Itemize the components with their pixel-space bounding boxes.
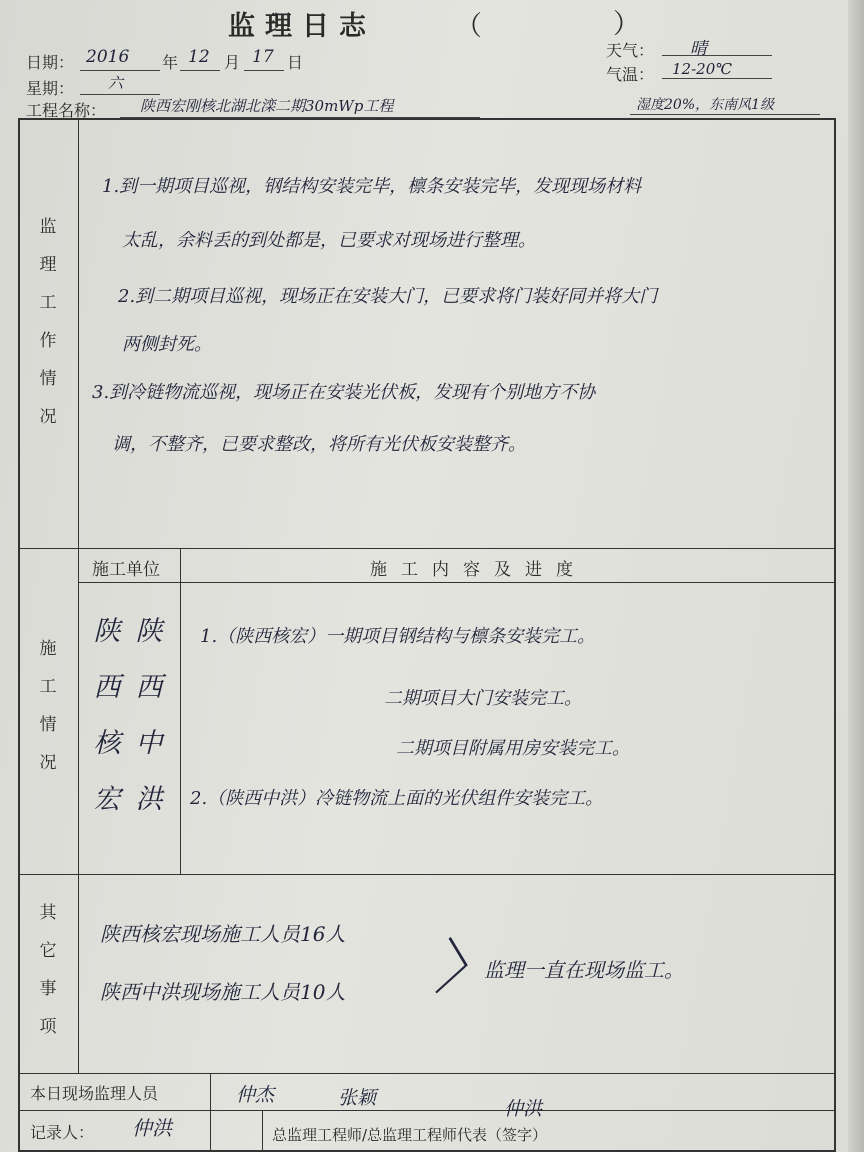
page-edge xyxy=(848,0,864,1152)
weekday-value: 六 xyxy=(108,74,124,92)
unit-column-divider xyxy=(180,548,181,874)
unit-char: 陕 xyxy=(135,616,163,647)
project-name: 陕西宏刚核北湖北滦二期30mWp工程 xyxy=(140,97,394,115)
footer-column-divider-2 xyxy=(262,1110,263,1152)
unit-char: 中 xyxy=(135,728,163,759)
day-unit: 日 xyxy=(287,53,304,72)
construction-label: 施工情况 xyxy=(39,639,57,773)
construction-line: 2.（陕西中洪）冷链物流上面的光伏组件安装完工。 xyxy=(190,788,604,809)
date-day: 17 xyxy=(252,47,274,67)
weekday-label: 星期： xyxy=(26,79,75,98)
label-column-divider xyxy=(78,118,79,1073)
month-unit: 月 xyxy=(224,53,241,72)
unit-char: 核 xyxy=(93,728,121,759)
brace-mark: 〉 xyxy=(434,933,494,1003)
other-note: 监理一直在现场监工。 xyxy=(484,958,684,982)
recorder-signature: 仲洪 xyxy=(132,1116,172,1140)
weather-underline xyxy=(662,55,772,56)
construction-line: 二期项目大门安装完工。 xyxy=(384,688,582,709)
section-divider-3 xyxy=(18,1073,836,1074)
other-line-1: 陕西核宏现场施工人员16人 xyxy=(100,922,346,946)
section-divider-4 xyxy=(18,1110,836,1111)
unit-char: 洪 xyxy=(135,784,163,815)
day-underline xyxy=(244,70,284,71)
section-divider-2 xyxy=(18,874,836,875)
staff-label: 本日现场监理人员 xyxy=(30,1084,159,1103)
staff-signature: 仲杰 xyxy=(236,1084,275,1106)
supervision-line: 太乱，余料丢的到处都是，已要求对现场进行整理。 xyxy=(122,230,536,251)
supervision-line: 1.到一期项目巡视，钢结构安装完毕，檩条安装完毕，发现现场材料 xyxy=(102,176,642,197)
year-underline xyxy=(80,70,160,71)
weather-label: 天气： xyxy=(606,41,655,60)
title-paren-close: ） xyxy=(613,9,640,40)
weather-value: 晴 xyxy=(690,39,707,59)
construction-line: 1.（陕西核宏）一期项目钢结构与檩条安装完工。 xyxy=(200,626,596,647)
temperature-value: 12-20℃ xyxy=(672,60,733,78)
chief-engineer-label: 总监理工程师/总监理工程师代表（签字） xyxy=(272,1126,548,1144)
section-divider-1 xyxy=(18,548,836,549)
year-unit: 年 xyxy=(162,53,179,72)
title-paren-open: （ xyxy=(455,11,482,42)
date-label: 日期： xyxy=(26,53,75,72)
project-label: 工程名称： xyxy=(26,101,107,120)
supervision-line: 调，不整齐，已要求整改，将所有光伏板安装整齐。 xyxy=(112,434,526,455)
other-label: 其它事项 xyxy=(39,903,57,1037)
date-month: 12 xyxy=(188,47,210,67)
temperature-underline xyxy=(662,78,772,79)
supervision-line: 2.到二期项目巡视，现场正在安装大门，已要求将门装好同并将大门 xyxy=(118,286,658,307)
header-row-divider xyxy=(78,582,836,583)
supervision-label: 监理工作情况 xyxy=(39,217,57,427)
staff-signature: 仲洪 xyxy=(504,1098,543,1120)
supervision-line: 3.到冷链物流巡视，现场正在安装光伏板，发现有个别地方不协 xyxy=(92,382,596,403)
construction-line: 二期项目附属用房安装完工。 xyxy=(396,738,630,759)
month-underline xyxy=(180,70,220,71)
page-title: 监理日志 xyxy=(228,11,376,42)
content-column-header: 施工内容及进度 xyxy=(370,560,587,580)
temperature-label: 气温： xyxy=(606,65,655,84)
recorder-label: 记录人： xyxy=(30,1123,95,1142)
unit-char: 宏 xyxy=(93,784,121,815)
unit-char: 陕 xyxy=(93,616,121,647)
date-year: 2016 xyxy=(86,47,130,67)
footer-column-divider xyxy=(210,1073,211,1152)
other-line-2: 陕西中洪现场施工人员10人 xyxy=(100,980,346,1004)
unit-char: 西 xyxy=(135,672,163,703)
humidity-wind-value: 湿度20%，东南风1级 xyxy=(636,97,775,113)
humidity-underline xyxy=(630,114,820,115)
unit-column-header: 施工单位 xyxy=(92,560,160,580)
staff-signature: 张颖 xyxy=(338,1087,377,1109)
unit-char: 西 xyxy=(93,672,121,703)
supervision-line: 两侧封死。 xyxy=(122,334,212,355)
